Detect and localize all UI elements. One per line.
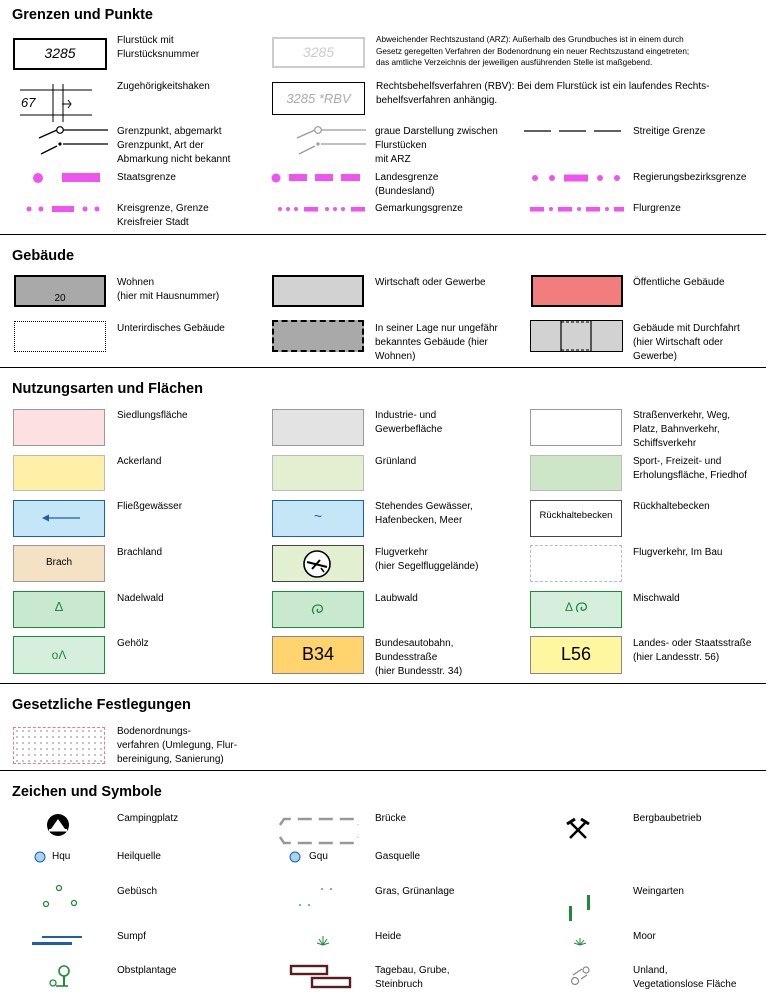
moor-icon <box>573 936 587 946</box>
section-title-zeichen: Zeichen und Symbole <box>12 784 162 800</box>
flurgrenze-line <box>530 205 625 213</box>
mixed-forest-icon: Δ <box>565 600 574 614</box>
mining-icon <box>567 818 589 840</box>
parcel-label: Flurstück mit Flurstücksnummer <box>117 35 200 60</box>
haken-number: 67 <box>21 95 36 110</box>
brach-symbol-text: Brach <box>45 557 73 568</box>
deciduous-icon <box>311 603 325 615</box>
heilquelle-symbol: Hqu <box>52 851 71 862</box>
unland-icon <box>569 966 591 986</box>
bodenordnung-symbol <box>13 727 105 764</box>
regierungsbezirksgrenze-line <box>530 173 625 183</box>
acker-symbol <box>13 455 105 491</box>
heide-icon <box>316 934 330 946</box>
landstr-label: Landes- oder Staatsstraße (hier Landesstr. 56) <box>633 638 752 663</box>
rbv-number: 3285 *RBV <box>286 91 351 106</box>
wohnen-number: 20 <box>54 293 66 304</box>
camping-icon <box>45 813 71 837</box>
gras-label: Gras, Grünanlage <box>375 886 455 897</box>
grenzpunkt-label: Grenzpunkt, abgemarkt Grenzpunkt, Art der Abmarkung nicht bekannt <box>117 126 231 165</box>
bab-symbol-text: B34 <box>301 644 335 664</box>
oeffentlich-label: Öffentliche Gebäude <box>633 277 725 288</box>
landesgrenze-line <box>270 172 365 184</box>
gehoelz-label: Gehölz <box>117 638 149 649</box>
heilquelle-label: Heilquelle <box>117 851 161 862</box>
siedlung-symbol <box>13 409 105 446</box>
rueckhalte-symbol-text: Rückhaltebecken <box>539 510 613 521</box>
arz-number: 3285 <box>302 44 335 60</box>
gasquelle-icon <box>289 851 301 863</box>
brach-label: Brachland <box>117 547 163 558</box>
boden-label: Bodenordnungs- verfahren (Umlegung, Flur- bereinigung, Sanierung) <box>117 726 238 765</box>
ungefaehr-symbol <box>272 320 364 352</box>
section-title-gesetz: Gesetzliche Festlegungen <box>12 697 191 713</box>
grenzpunkt-icon <box>35 124 110 154</box>
gasquelle-label: Gasquelle <box>375 851 421 862</box>
section-title-grenzen: Grenzen und Punkte <box>12 7 153 23</box>
unland-label: Unland, Vegetationslose Fläche <box>633 965 737 990</box>
arz-label: Abweichender Rechtszustand (ARZ): Außerhalb des Grundbuches ist in einem durch Gesetz geregelten Verfahren der Bodenordnung ein neuer Rechtszustand eingetreten; das amtliche Verzeichnis der jeweiligen ausführenden Stelle ist maßgebend. <box>376 35 690 67</box>
conifer-icon: Δ <box>54 599 64 614</box>
land-label: Landesgrenze (Bundesland) <box>375 172 439 197</box>
sumpf-icon <box>32 935 84 947</box>
bridge-icon <box>280 818 358 844</box>
wein-label: Weingarten <box>633 886 684 897</box>
section-title-gebaeude: Gebäude <box>12 248 75 264</box>
unterirdisch-symbol <box>14 321 106 352</box>
rueckhalte-label: Rückhaltebecken <box>633 501 710 512</box>
section-title-nutzung: Nutzungsarten und Flächen <box>12 381 203 397</box>
obst-label: Obstplantage <box>117 965 177 976</box>
ungefaehr-label: In seiner Lage nur ungefähr bekanntes Gebäude (hier Wohnen) <box>375 323 498 362</box>
divider <box>0 683 766 684</box>
staatsgrenze-line <box>30 172 105 184</box>
camping-label: Campingplatz <box>117 813 179 824</box>
gebuesch-label: Gebüsch <box>117 886 158 897</box>
unterirdisch-label: Unterirdisches Gebäude <box>117 323 225 334</box>
oeffentlich-symbol <box>531 275 623 307</box>
laub-label: Laubwald <box>375 593 418 604</box>
fluss-label: Fließgewässer <box>117 501 183 512</box>
industrie-label: Industrie- und Gewerbefläche <box>375 410 443 435</box>
strasse-symbol <box>530 409 622 446</box>
durchfahrt-label: Gebäude mit Durchfahrt (hier Wirtschaft oder Gewerbe) <box>633 323 740 362</box>
obstplantage-icon <box>46 964 72 990</box>
sumpf-label: Sumpf <box>117 931 146 942</box>
grau-label: graue Darstellung zwischen Flurstücken mit ARZ <box>375 126 498 165</box>
flug-label: Flugverkehr (hier Segelfluggelände) <box>375 547 479 572</box>
divider <box>0 770 766 771</box>
wirtschaft-symbol <box>272 275 364 307</box>
gruen-label: Grünland <box>375 456 417 467</box>
gemarkung-label: Gemarkungsgrenze <box>375 203 463 214</box>
durchfahrt-passage <box>561 320 593 352</box>
flow-arrow-icon <box>42 513 82 523</box>
mixed-forest-leaf-icon <box>575 601 589 613</box>
misch-label: Mischwald <box>633 593 680 604</box>
glider-icon <box>302 549 332 579</box>
parcel-number: 3285 <box>44 45 76 61</box>
wohnen-label: Wohnen (hier mit Hausnummer) <box>117 277 220 302</box>
sport-label: Sport-, Freizeit- und Erholungsfläche, Friedhof <box>633 456 747 481</box>
acker-label: Ackerland <box>117 456 162 467</box>
weingarten-icon <box>567 893 597 923</box>
shrub-icon: οΛ <box>51 648 67 662</box>
streitig-label: Streitige Grenze <box>633 126 706 137</box>
strasse-label: Straßenverkehr, Weg, Platz, Bahnverkehr, Schiffsverkehr <box>633 410 731 449</box>
wave-icon: ~ <box>313 508 323 524</box>
gruen-symbol <box>272 455 364 491</box>
haken-label: Zugehörigkeitshaken <box>117 81 210 92</box>
gebuesch-icon <box>40 884 80 910</box>
tagebau-icon <box>290 965 352 989</box>
gras-icon <box>295 886 339 910</box>
landstr-symbol-text: L56 <box>560 644 592 664</box>
siedlung-label: Siedlungsfläche <box>117 410 188 421</box>
flur-label: Flurgrenze <box>633 203 681 214</box>
bruecke-label: Brücke <box>375 813 407 824</box>
industrie-symbol <box>272 409 364 446</box>
gemarkungsgrenze-line <box>277 204 367 214</box>
bab-label: Bundesautobahn, Bundesstraße (hier Bundesstr. 34) <box>375 638 463 677</box>
tagebau-label: Tagebau, Grube, Steinbruch <box>375 965 450 990</box>
divider <box>0 367 766 368</box>
heilquelle-icon <box>34 851 46 863</box>
gasquelle-symbol: Gqu <box>309 851 328 862</box>
grenzpunkt-grau-icon <box>293 124 368 154</box>
nadel-label: Nadelwald <box>117 593 164 604</box>
flugbau-label: Flugverkehr, Im Bau <box>633 547 723 558</box>
kreis-label: Kreisgrenze, Grenze Kreisfreier Stadt <box>117 203 209 228</box>
staat-label: Staatsgrenze <box>117 172 176 183</box>
rbv-label: Rechtsbehelfsverfahren (RBV): Bei dem Flurstück ist ein laufendes Rechts- behelfsverfahren anhängig. <box>376 81 710 106</box>
streitige-grenze-line <box>524 129 624 133</box>
kreisgrenze-line <box>25 204 105 214</box>
flugbau-symbol <box>530 545 622 582</box>
heide-label: Heide <box>375 931 402 942</box>
sport-symbol <box>530 455 622 491</box>
stehend-label: Stehendes Gewässer, Hafenbecken, Meer <box>375 501 473 526</box>
regbez-label: Regierungsbezirksgrenze <box>633 172 747 183</box>
divider <box>0 234 766 235</box>
moor-label: Moor <box>633 931 656 942</box>
bergbau-label: Bergbaubetrieb <box>633 813 702 824</box>
wirtschaft-label: Wirtschaft oder Gewerbe <box>375 277 486 288</box>
